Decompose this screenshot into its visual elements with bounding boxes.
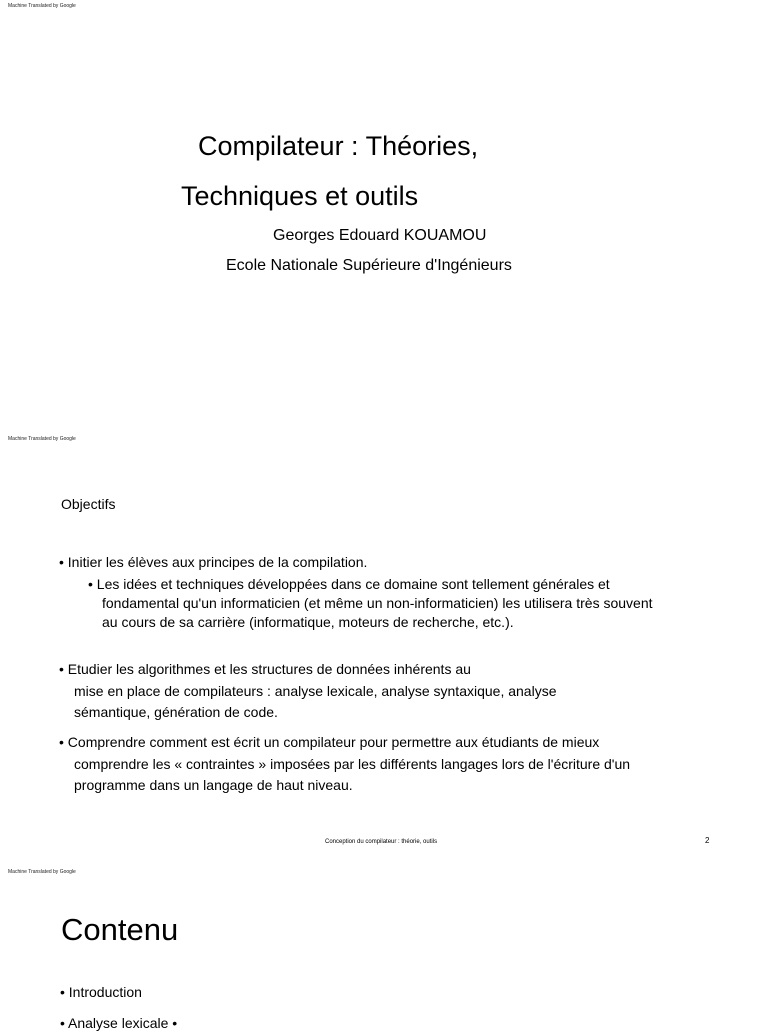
slide-title (0, 0, 768, 432)
author-name: Georges Edouard KOUAMOU (273, 227, 487, 244)
bullet-4-line-1: • Comprendre comment est écrit un compilateur pour permettre aux étudiants de mieux (59, 734, 600, 750)
bullet-2-line-1: • Les idées et techniques développées dans ce domaine sont tellement générales et (88, 576, 610, 592)
slide-contents (0, 865, 768, 1031)
bullet-2-line-2: fondamental qu'un informaticien (et même un non-informaticien) les utilisera très souvent (102, 595, 653, 611)
bullet-1-line-1: • Initier les élèves aux principes de la compilation. (59, 554, 368, 570)
contents-item-1: • Introduction (60, 984, 142, 1000)
bullet-3-line-2: mise en place de compilateurs : analyse lexicale, analyse syntaxique, analyse (74, 683, 557, 699)
bullet-3-line-3: sémantique, génération de code. (74, 704, 278, 720)
page-number: 2 (705, 836, 710, 845)
bullet-3-line-1: • Etudier les algorithmes et les structures de données inhérents au (59, 661, 471, 677)
title-line-2: Techniques et outils (181, 181, 419, 211)
machine-translation-notice: Machine Translated by Google (8, 3, 76, 9)
contents-heading: Contenu (61, 912, 179, 947)
machine-translation-notice: Machine Translated by Google (8, 436, 76, 442)
objectives-heading: Objectifs (61, 496, 116, 512)
contents-item-2: • Analyse lexicale • (60, 1015, 178, 1031)
bullet-2-line-3: au cours de sa carrière (informatique, moteurs de recherche, etc.). (102, 614, 514, 630)
bullet-4-line-3: programme dans un langage de haut niveau. (74, 777, 353, 793)
slide-objectives (0, 432, 768, 865)
school-name: Ecole Nationale Supérieure d'Ingénieurs (226, 257, 512, 274)
bullet-4-line-2: comprendre les « contraintes » imposées par les différents langages lors de l'écriture d'un (74, 756, 631, 772)
slide-footer: Conception du compilateur : théorie, outils (325, 839, 438, 845)
machine-translation-notice: Machine Translated by Google (8, 869, 76, 875)
title-line-1: Compilateur : Théories, (198, 131, 479, 161)
